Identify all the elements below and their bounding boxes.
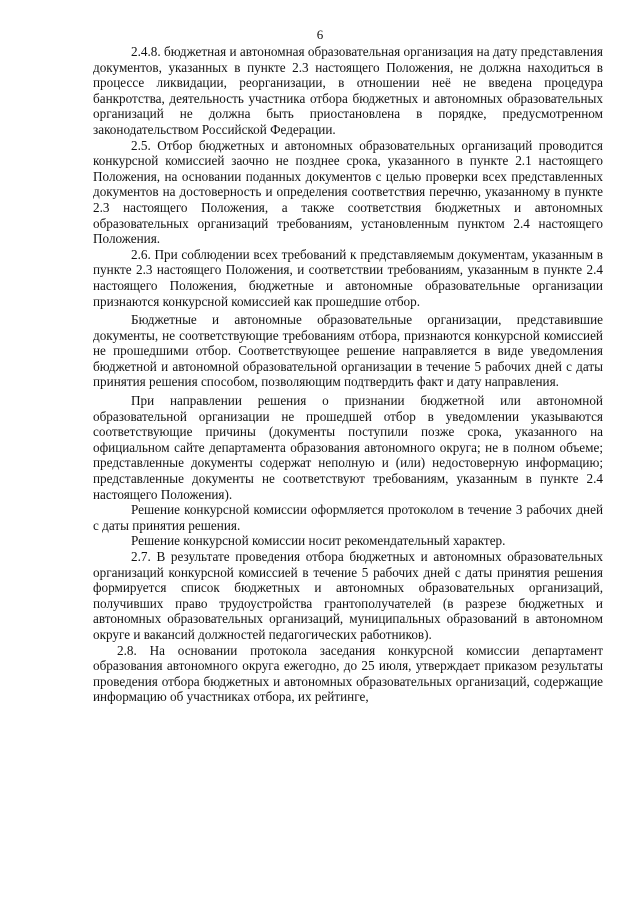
page-number: 6 <box>316 27 324 42</box>
paragraph-2-5: 2.5. Отбор бюджетных и автономных образовательных организаций проводится конкурсной комиссией заочно не позднее срока, указанного в пункте 2.1 настоящего Положения, на основании поданных документов с целью проверки всех представленных документов на достоверность и определения соответствия перечню, указанному в пункте 2.3 настоящего Положения, а также соответствия бюджетных и автономных образовательных организаций требованиям, установленным пунктом 2.4 настоящего Положения. <box>93 137 603 247</box>
paragraph-2-4-8: 2.4.8. бюджетная и автономная образовательная организация на дату представления документов, указанных в пункте 2.3 настоящего Положения, не должна находиться в процессе ликвидации, реорганизации, в отношении неё не введена процедура банкротства, деятельность участника отбора бюджетных и автономных образовательных организаций не должна быть приостановлена в порядке, предусмотренном законодательством Российской Федерации. <box>93 44 603 137</box>
paragraph-2-8: 2.8. На основании протокола заседания конкурсной комиссии департамент образования автономного округа ежегодно, до 25 июля, утверждает приказом результаты проведения отбора бюджетных и автономных образовательных организаций, содержащие информацию об участниках отбора, их рейтинге, <box>93 642 603 705</box>
document-body <box>93 44 603 705</box>
paragraph-2-7: 2.7. В результате проведения отбора бюджетных и автономных образовательных организаций конкурсной комиссией в течение 5 рабочих дней с даты принятия решения формируется список бюджетных и автономных образовательных организаций, получивших право трудоустройства грантополучателей (в разрезе бюджетных и автономных образовательных организаций, муниципальных образований в автономном округе и вакансий должностей педагогических работников). <box>93 549 603 642</box>
paragraph-2-6: 2.6. При соблюдении всех требований к представляемым документам, указанным в пункте 2.3 настоящего Положения, и соответствии требованиям, указанным в пункте 2.4 настоящего Положения, бюджетные и автономные образовательные организации признаются конкурсной комиссией как прошедшие отбор. <box>93 246 603 309</box>
paragraph-advisory: Решение конкурсной комиссии носит рекомендательный характер. <box>131 533 506 549</box>
paragraph-rejection-reasons: При направлении решения о признании бюджетной или автономной образовательной организации не прошедшей отбор в уведомлении указываются соответствующие причины (документы поступили позже срока, указанного на официальном сайте департамента образования автономного округа; не в полном объеме; представленные документы содержат неполную и (или) недостоверную информацию; представленные документы не соответствуют требованиям, указанным в пункте 2.4 настоящего Положения). <box>93 393 603 502</box>
paragraph-not-passed: Бюджетные и автономные образовательные организации, представившие документы, не соответствующие требованиям отбора, признаются конкурсной комиссией не прошедшими отбор. Соответствующее решение направляется в виде уведомления бюджетной и автономной образовательной организации в течение 5 рабочих дней с даты принятия решения способом, позволяющим подтвердить факт и дату направления. <box>93 312 603 390</box>
paragraph-protocol: Решение конкурсной комиссии оформляется протоколом в течение 3 рабочих дней с даты принятия решения. <box>93 502 603 533</box>
